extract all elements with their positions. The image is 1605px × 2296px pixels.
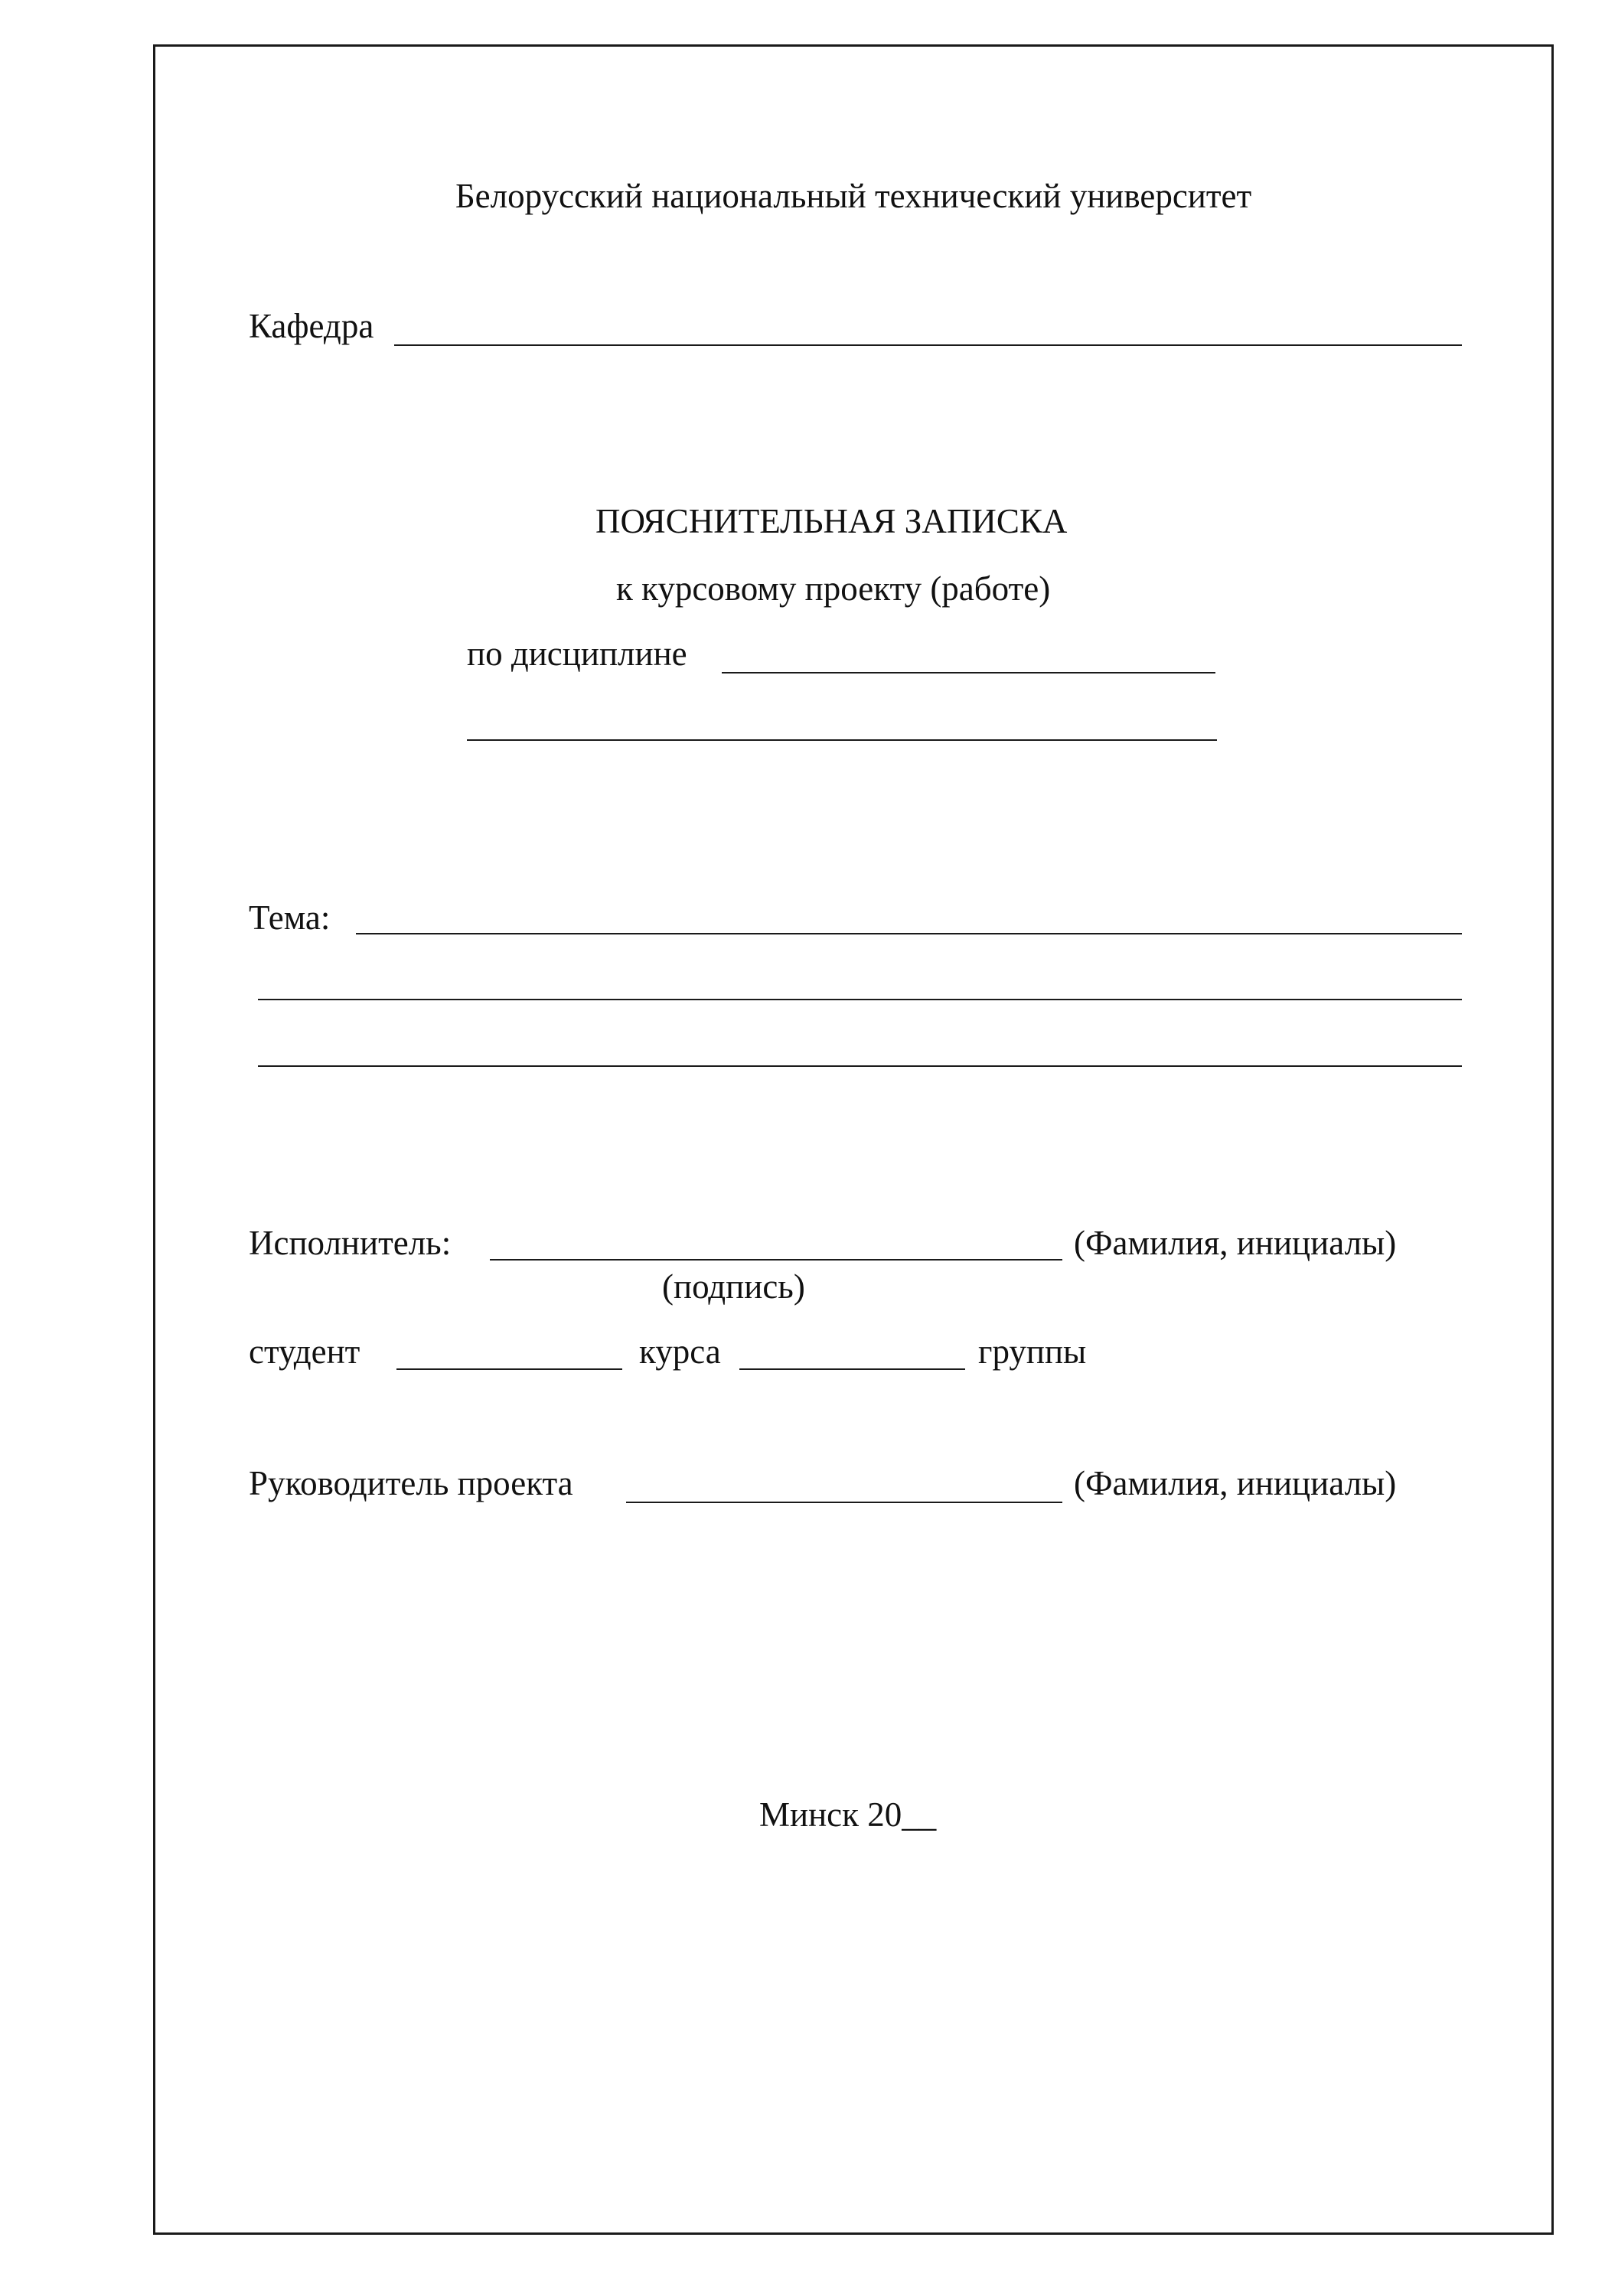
executor-signature-hint: (подпись) (662, 1267, 805, 1306)
group-field-line[interactable] (739, 1368, 965, 1370)
city-year: Минск 20__ (759, 1795, 937, 1834)
supervisor-name-hint: (Фамилия, инициалы) (1074, 1464, 1397, 1502)
student-label: студент (249, 1332, 360, 1371)
group-label: группы (978, 1332, 1087, 1371)
discipline-field-line-2[interactable] (467, 739, 1217, 741)
topic-field-line-1[interactable] (356, 933, 1462, 934)
department-label: Кафедра (249, 307, 374, 345)
topic-label: Тема: (249, 899, 331, 937)
department-field-line[interactable] (394, 344, 1462, 346)
document-subtitle: к курсовому проекту (работе) (616, 569, 1051, 608)
discipline-label: по дисциплине (467, 634, 687, 673)
document-title: ПОЯСНИТЕЛЬНАЯ ЗАПИСКА (595, 502, 1068, 540)
course-label: курса (639, 1332, 721, 1371)
topic-field-line-2[interactable] (258, 999, 1462, 1000)
executor-label: Исполнитель: (249, 1224, 452, 1262)
page-border (153, 44, 1554, 2235)
topic-field-line-3[interactable] (258, 1065, 1462, 1067)
supervisor-label: Руководитель проекта (249, 1464, 573, 1502)
discipline-field-line-1[interactable] (722, 672, 1215, 673)
executor-name-hint: (Фамилия, инициалы) (1074, 1224, 1397, 1262)
university-name: Белорусский национальный технический университет (455, 177, 1252, 215)
executor-signature-line[interactable] (490, 1259, 1062, 1261)
supervisor-signature-line[interactable] (626, 1502, 1062, 1503)
course-field-line[interactable] (396, 1368, 622, 1370)
